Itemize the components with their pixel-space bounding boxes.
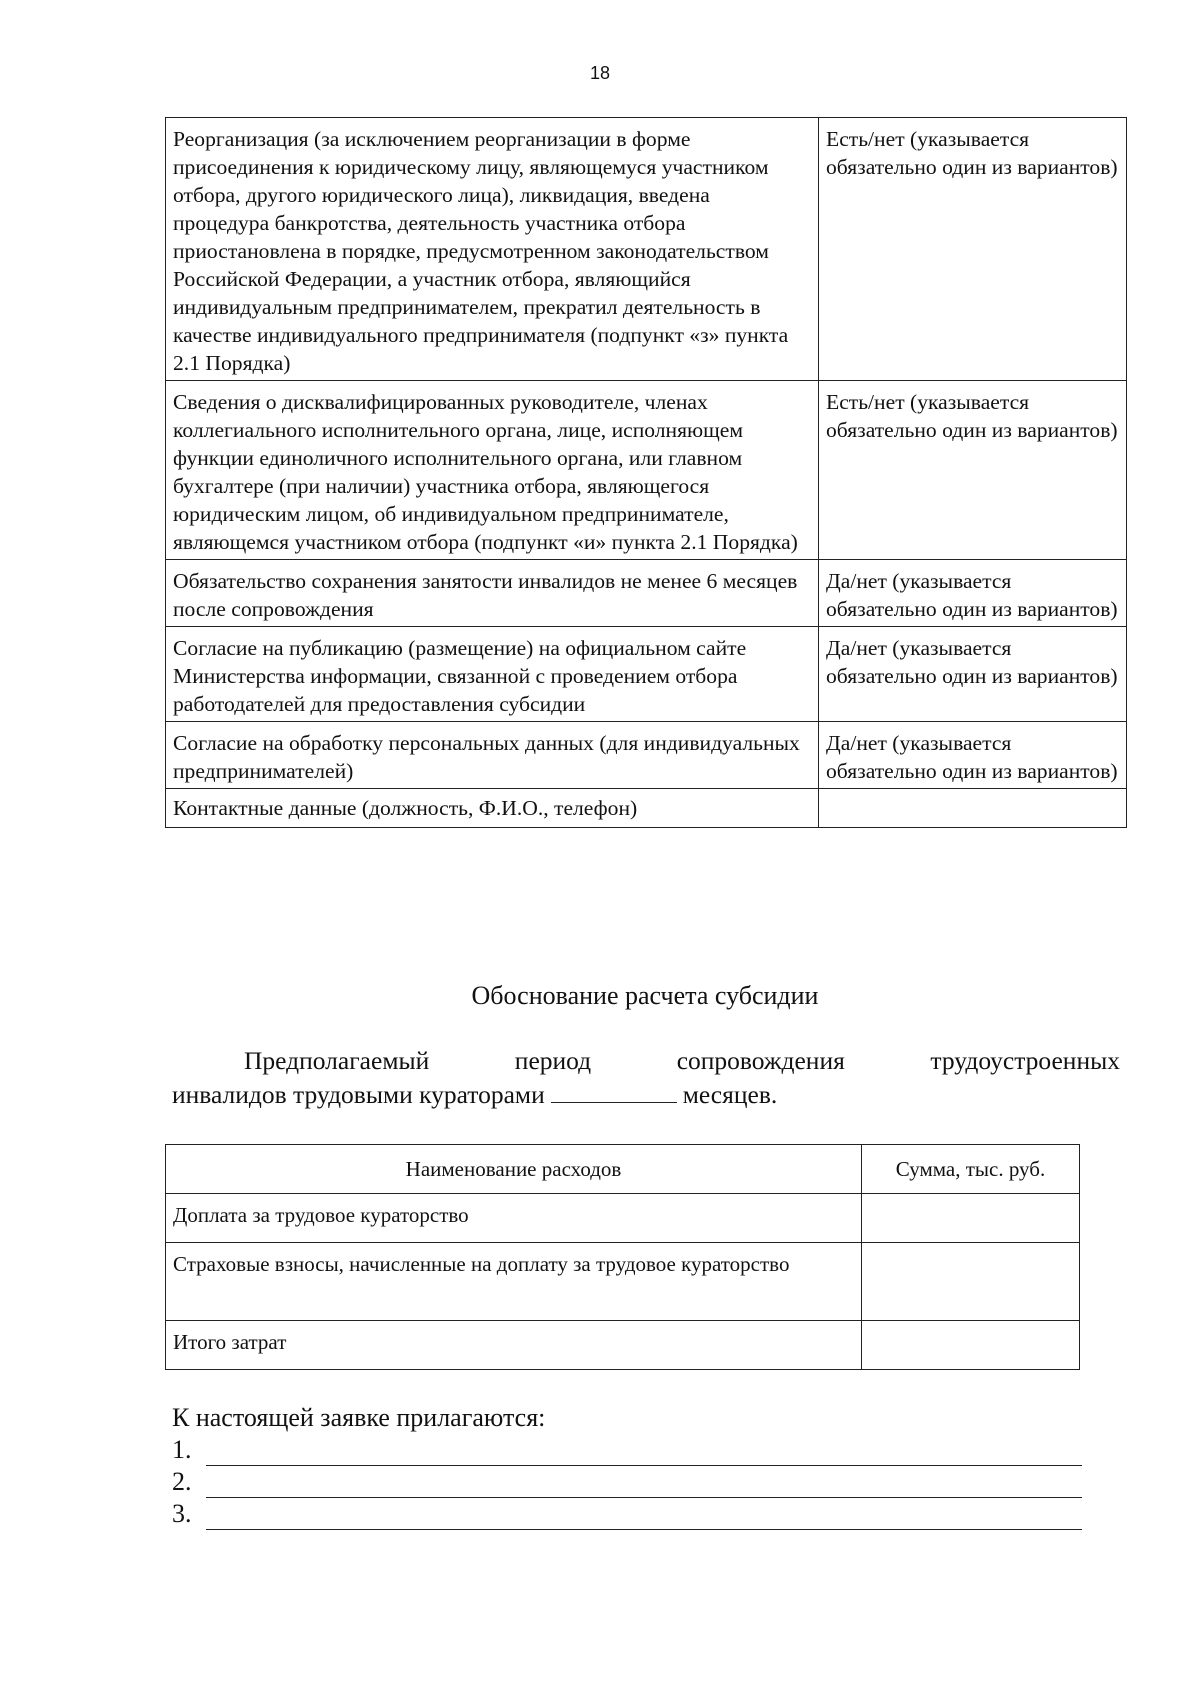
period-text-before: инвалидов трудовыми кураторами (172, 1080, 545, 1109)
expense-table (165, 1144, 1080, 1370)
value-cell: Есть/нет (указывается обязательно один из вариантов) (819, 381, 1127, 560)
table-row (166, 118, 1127, 381)
period-paragraph (172, 1044, 1120, 1112)
criterion-cell: Согласие на публикацию (размещение) на официальном сайте Министерства информации, связанной с проведением отбора работодателей для предоставления субсидии (166, 627, 819, 722)
contact-value-cell[interactable] (819, 789, 1127, 828)
period-line-2 (172, 1078, 1120, 1112)
criterion-cell: Сведения о дисквалифицированных руководителе, членах коллегиального исполнительного органа, лице, исполняющем функции единоличного исполнительного органа, или главном бухгалтере (при наличии) участника отбора, являющегося юридическим лицом, об индивидуальном предпринимателе, являющемся участником отбора (подпункт «и» пункта 2.1 Порядка) (166, 381, 819, 560)
attachment-number: 3. (172, 1499, 192, 1528)
attachment-line (172, 1498, 1082, 1530)
criterion-cell: Реорганизация (за исключением реорганизации в форме присоединения к юридическому лицу, являющемуся участником отбора, другого юридического лица), ликвидация, введена процедура банкротства, деятельность участника отбора приостановлена в порядке, предусмотренном законодательством Российской Федерации, а участник отбора, являющийся индивидуальным предпринимателем, прекратил деятельность в качестве индивидуального предпринимателя (подпункт «з» пункта 2.1 Порядка) (166, 118, 819, 381)
months-blank-field[interactable] (551, 1078, 677, 1103)
period-word: период (514, 1046, 592, 1075)
table-row (166, 789, 1127, 828)
period-text-after: месяцев. (682, 1080, 778, 1109)
period-word: сопровождения (676, 1046, 845, 1075)
table-row (166, 381, 1127, 560)
attachment-blank-field[interactable] (206, 1505, 1082, 1530)
expense-amount-cell[interactable] (862, 1243, 1080, 1321)
table-header-row (166, 1145, 1080, 1194)
period-word: трудоустроенных (930, 1046, 1120, 1075)
criterion-cell: Обязательство сохранения занятости инвалидов не менее 6 месяцев после сопровождения (166, 560, 819, 627)
expense-amount-header: Сумма, тыс. руб. (862, 1145, 1080, 1194)
section-title: Обоснование расчета субсидии (471, 981, 819, 1010)
attachment-number: 2. (172, 1467, 192, 1496)
attachment-blank-field[interactable] (206, 1473, 1082, 1498)
attachments-title: К настоящей заявке прилагаются: (172, 1403, 546, 1432)
value-cell: Да/нет (указывается обязательно один из вариантов) (819, 627, 1127, 722)
attachment-line (172, 1466, 1082, 1498)
expense-name-cell: Итого затрат (166, 1321, 862, 1370)
criterion-cell: Согласие на обработку персональных данных (для индивидуальных предпринимателей) (166, 722, 819, 789)
expense-name-cell: Страховые взносы, начисленные на доплату за трудовое кураторство (166, 1243, 862, 1321)
expense-amount-cell[interactable] (862, 1321, 1080, 1370)
attachments-section (172, 1402, 1082, 1530)
expense-name-header: Наименование расходов (166, 1145, 862, 1194)
period-word: Предполагаемый (244, 1046, 430, 1075)
page-number: 18 (589, 63, 611, 83)
table-row (166, 1321, 1080, 1370)
table-row (166, 1243, 1080, 1321)
value-cell: Да/нет (указывается обязательно один из вариантов) (819, 722, 1127, 789)
expense-name-cell: Доплата за трудовое кураторство (166, 1194, 862, 1243)
table-row (166, 722, 1127, 789)
value-cell: Есть/нет (указывается обязательно один из вариантов) (819, 118, 1127, 381)
attachment-line (172, 1434, 1082, 1466)
expense-amount-cell[interactable] (862, 1194, 1080, 1243)
period-line-1 (172, 1044, 1120, 1078)
criteria-table (165, 117, 1127, 828)
table-row (166, 560, 1127, 627)
criterion-cell: Контактные данные (должность, Ф.И.О., телефон) (166, 789, 819, 828)
value-cell: Да/нет (указывается обязательно один из вариантов) (819, 560, 1127, 627)
attachment-number: 1. (172, 1435, 192, 1464)
table-row (166, 1194, 1080, 1243)
attachment-blank-field[interactable] (206, 1441, 1082, 1466)
table-row (166, 627, 1127, 722)
